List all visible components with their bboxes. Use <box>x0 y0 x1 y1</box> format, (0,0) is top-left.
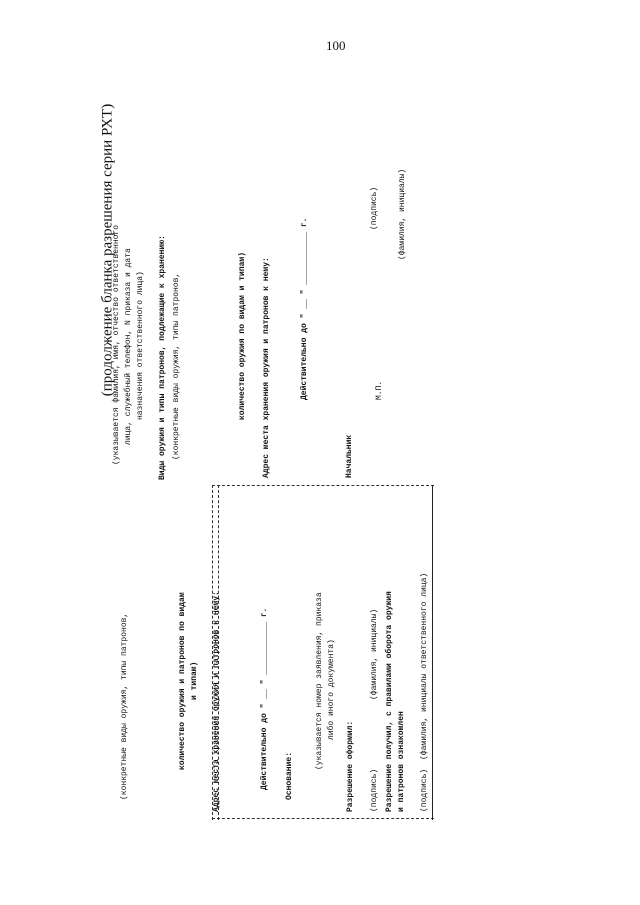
right-signature-caption: (подпись) <box>370 186 379 230</box>
right-resp-caption: (указывается фамилия, имя, отчество ответственного <box>112 224 121 465</box>
left-basis-caption-2: либо иного документа) <box>327 639 336 740</box>
right-quantity-caption: количество оружия по видам и типам) <box>238 251 247 420</box>
right-storage-address: Адрес места хранения оружия и патронов к нему: <box>262 257 271 478</box>
left-signature-caption: (подпись) <box>370 768 379 812</box>
left-basis: Основание: <box>285 751 294 800</box>
top-border <box>212 485 434 486</box>
page-header: (продолжение бланка разрешения серии РХТ) <box>99 103 116 397</box>
right-name-caption: (фамилия, инициалы) <box>398 168 407 260</box>
right-mp: М.П. <box>375 380 384 400</box>
left-bottom-name: (фамилия, инициалы ответственного лица) <box>420 572 429 760</box>
right-weapons-caption: (конкретные виды оружия, типы патронов, <box>172 272 181 460</box>
right-types-for-storage: Виды оружия и типы патронов, подлежащие к хранению: <box>158 235 167 480</box>
left-quantity-caption: количество оружия и патронов по видам <box>178 592 187 770</box>
right-resp-caption-3: назначения ответственного лица) <box>136 271 145 420</box>
left-basis-caption: (указывается номер заявления, приказа <box>315 592 324 770</box>
bottom-border <box>212 818 434 819</box>
left-name-caption: (фамилия, инициалы) <box>370 608 379 700</box>
right-border <box>432 485 433 820</box>
right-valid-until: Действительно до " __ " ___________ г. <box>300 217 309 400</box>
left-valid-until: Действительно до " __ " ___________ г. <box>260 607 269 790</box>
left-bottom-signature: (подпись) <box>420 768 429 812</box>
left-storage-address: Адрес места хранения оружия и патронов к нему: <box>212 591 221 812</box>
left-weapons-caption: (конкретные виды оружия, типы патронов, <box>120 612 129 800</box>
left-issued-by: Разрешение оформил: <box>346 720 355 812</box>
left-received-2: и патронов ознакомлен <box>397 711 406 812</box>
left-received: Разрешение получил, с правилами оборота оружия <box>385 591 394 812</box>
right-resp-caption-2: лица, служебный телефон, N приказа и дата <box>124 248 133 445</box>
page-number: 100 <box>326 38 346 53</box>
left-quantity-caption-2: и типам) <box>190 661 199 700</box>
right-chief: Начальник <box>345 434 354 478</box>
